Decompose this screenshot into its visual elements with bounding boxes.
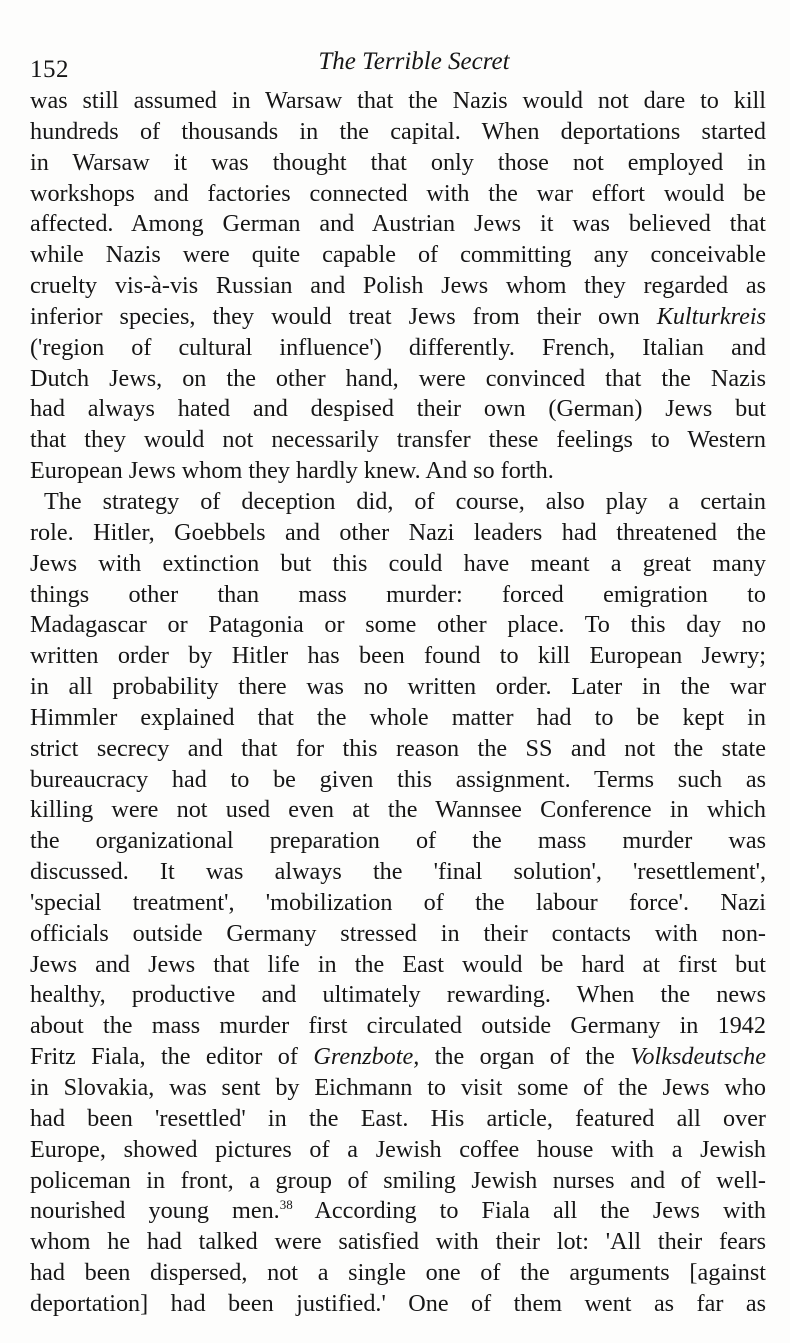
running-title: The Terrible Secret (318, 48, 510, 75)
text-line: healthy, productive and ultimately rewarding. When the news (30, 981, 766, 1009)
page-number: 152 (30, 56, 69, 83)
text-line: role. Hitler, Goebbels and other Nazi leaders had threatened the (30, 518, 766, 546)
italic-term: Kulturkreis (656, 302, 766, 330)
text-line: inferior species, they would treat Jews from their own Kulturkreis (30, 302, 766, 330)
text-line: deportation] had been justified.' One of them went as far as (30, 1289, 766, 1317)
text-line: that they would not necessarily transfer these feelings to Western (30, 426, 766, 454)
text-line: 'special treatment', 'mobilization of the labour force'. Nazi (30, 888, 766, 916)
text-line: officials outside Germany stressed in their contacts with non- (30, 919, 766, 947)
text-line: in all probability there was no written order. Later in the war (30, 673, 766, 701)
text-line: things other than mass murder: forced emigration to (30, 580, 766, 608)
body-text (30, 86, 766, 1320)
running-head (30, 48, 770, 84)
text-line: had always hated and despised their own (German) Jews but (30, 395, 766, 423)
text-line: Madagascar or Patagonia or some other place. To this day no (30, 611, 766, 639)
text-line: Europe, showed pictures of a Jewish coffee house with a Jewish (30, 1135, 766, 1163)
text-line: the organizational preparation of the mass murder was (30, 827, 766, 855)
text-line: ('region of cultural influence') differently. French, Italian and (30, 333, 766, 361)
italic-term: Volksdeutsche (630, 1043, 766, 1071)
text-line: in Warsaw it was thought that only those not employed in (30, 148, 766, 176)
text-line: policeman in front, a group of smiling Jewish nurses and of well- (30, 1166, 766, 1194)
text-line: strict secrecy and that for this reason the SS and not the state (30, 734, 766, 762)
text-line: discussed. It was always the 'final solution', 'resettlement', (30, 858, 766, 886)
text-line: killing were not used even at the Wannsee Conference in which (30, 796, 766, 824)
text-line: bureaucracy had to be given this assignment. Terms such as (30, 765, 766, 793)
text-line: had been 'resettled' in the East. His article, featured all over (30, 1104, 766, 1132)
text-line: Dutch Jews, on the other hand, were convinced that the Nazis (30, 364, 766, 392)
text-line: Jews and Jews that life in the East would be hard at first but (30, 950, 766, 978)
text-line: in Slovakia, was sent by Eichmann to visit some of the Jews who (30, 1074, 766, 1101)
text-line: written order by Hitler has been found to kill European Jewry; (30, 642, 766, 670)
text-line: nourished young men.$^{38}$ According to Fiala all the Jews with (30, 1197, 766, 1225)
text-line: European Jews whom they hardly knew. And so forth. (30, 457, 554, 485)
text-line: about the mass murder first circulated outside Germany in 1942 (30, 1012, 766, 1040)
text-line: had been dispersed, not a single one of the arguments [against (30, 1259, 766, 1287)
text-line: The strategy of deception did, of course, also play a certain (44, 487, 766, 515)
text-line: was still assumed in Warsaw that the Nazis would not dare to kill (30, 87, 766, 114)
text-line: Jews with extinction but this could have meant a great many (30, 549, 766, 577)
text-line: workshops and factories connected with the war effort would be (30, 179, 766, 207)
italic-term: Grenzbote, (313, 1043, 420, 1071)
text-line: cruelty vis-à-vis Russian and Polish Jews whom they regarded as (30, 272, 766, 300)
text-line: hundreds of thousands in the capital. When deportations started (30, 117, 766, 145)
text-line: Fritz Fiala, the editor of Grenzbote, the organ of the Volksdeutsche (30, 1043, 766, 1071)
text-line: affected. Among German and Austrian Jews it was believed that (30, 210, 766, 238)
footnote-marker: 38 (279, 1197, 293, 1213)
text-line: whom he had talked were satisfied with their lot: 'All their fears (30, 1228, 766, 1256)
text-line: while Nazis were quite capable of committing any conceivable (30, 241, 766, 269)
text-line: Himmler explained that the whole matter had to be kept in (30, 703, 766, 731)
